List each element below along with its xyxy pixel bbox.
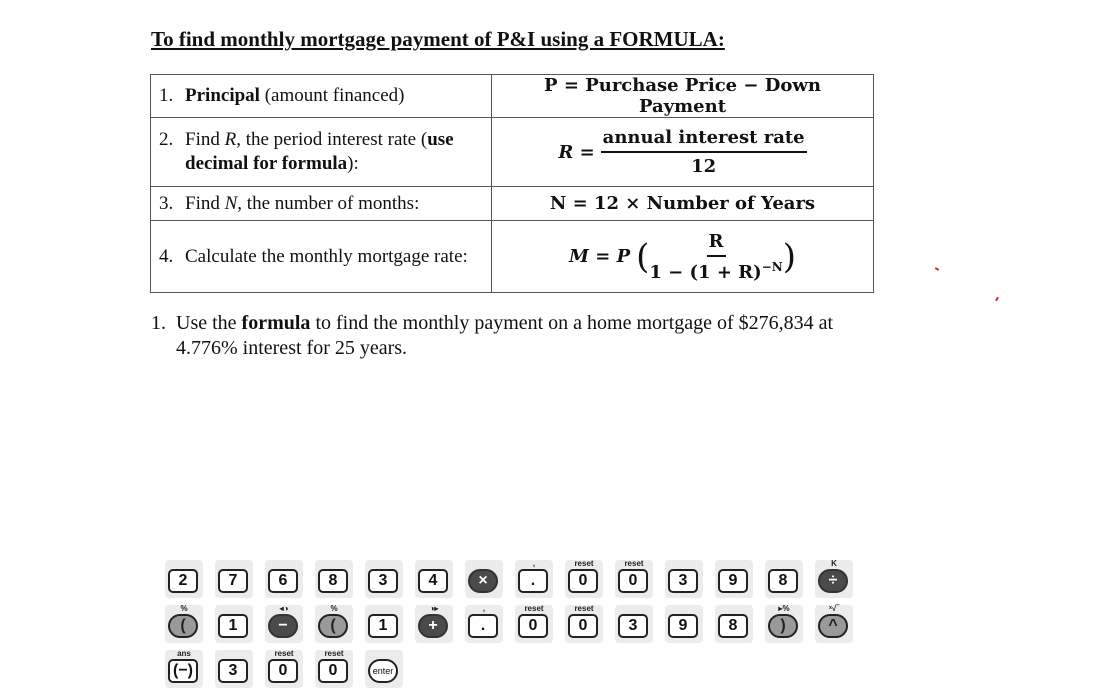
keypad-key[interactable]	[165, 560, 203, 598]
key-label: 9	[668, 614, 698, 638]
key-label: (	[168, 614, 198, 638]
key-label: 7	[218, 569, 248, 593]
key-secondary-label: ans	[177, 649, 191, 658]
key-label: 8	[768, 569, 798, 593]
key-secondary-label: ˣ√‾	[829, 604, 839, 613]
step-principal-text: Principal (amount financed)	[185, 85, 405, 106]
key-label: 9	[718, 569, 748, 593]
key-label: .	[468, 614, 498, 638]
key-label: ÷	[818, 569, 848, 593]
keypad-key[interactable]	[465, 605, 503, 643]
keypad-key[interactable]	[365, 605, 403, 643]
key-label: 3	[668, 569, 698, 593]
keypad-key[interactable]	[515, 605, 553, 643]
key-label: 0	[318, 659, 348, 683]
rate-denominator: 12	[691, 156, 717, 177]
keypad-key[interactable]	[265, 560, 303, 598]
keypad-key[interactable]	[165, 650, 203, 688]
keypad-key[interactable]	[315, 605, 353, 643]
table-row-rate	[151, 118, 874, 187]
key-secondary-label: reset	[574, 559, 594, 568]
key-secondary-label: ,	[482, 604, 486, 613]
step-number: 4.	[159, 245, 174, 267]
key-secondary-label: ,	[532, 559, 536, 568]
keypad-key[interactable]	[815, 560, 853, 598]
keypad-key[interactable]	[165, 605, 203, 643]
key-label: 0	[268, 659, 298, 683]
key-label: 1	[218, 614, 248, 638]
key-label: 8	[318, 569, 348, 593]
step-months-text: Find N, the number of months:	[185, 192, 420, 214]
keypad-key[interactable]	[565, 560, 603, 598]
formula-table	[150, 74, 874, 293]
keypad-key[interactable]	[265, 650, 303, 688]
key-label: ^	[818, 614, 848, 638]
key-label: enter	[368, 659, 398, 683]
step-rate-cell	[151, 118, 492, 187]
step-number: 3.	[159, 192, 174, 214]
payment-formula-lhs: M = P	[569, 246, 631, 267]
keypad-key[interactable]	[515, 560, 553, 598]
keypad-key[interactable]	[465, 560, 503, 598]
key-secondary-label: ▸%	[778, 604, 790, 613]
key-label: 4	[418, 569, 448, 593]
table-row-months	[151, 187, 874, 221]
rate-numerator: annual interest rate	[601, 127, 807, 153]
key-label: 0	[568, 569, 598, 593]
months-formula: N = 12 × Number of Years	[492, 187, 874, 221]
keypad-key[interactable]	[665, 560, 703, 598]
payment-formula: M = P ( $\frac{R}{1 - (1 + R)^{-N}}$ )	[492, 221, 874, 293]
key-label: 0	[518, 614, 548, 638]
keypad-key[interactable]	[665, 605, 703, 643]
problem-number: 1.	[151, 312, 166, 334]
principal-formula: P = Purchase Price − Down Payment	[492, 75, 874, 118]
key-label: )	[768, 614, 798, 638]
keypad-key[interactable]	[415, 560, 453, 598]
step-payment-cell	[151, 221, 492, 293]
key-label: +	[418, 614, 448, 638]
table-row-principal	[151, 75, 874, 118]
key-label: 3	[368, 569, 398, 593]
key-label: −	[268, 614, 298, 638]
keypad-key[interactable]	[215, 650, 253, 688]
keypad-key[interactable]	[365, 650, 403, 688]
key-label: 3	[218, 659, 248, 683]
key-secondary-label: ◂◑	[279, 604, 289, 613]
key-label: 1	[368, 614, 398, 638]
key-label: .	[518, 569, 548, 593]
key-secondary-label: %	[330, 604, 338, 613]
key-secondary-label: ◑▸	[429, 604, 439, 613]
keypad-key[interactable]	[315, 650, 353, 688]
key-secondary-label: reset	[524, 604, 544, 613]
rate-formula	[492, 118, 874, 187]
keypad-key[interactable]	[365, 560, 403, 598]
page-title: To find monthly mortgage payment of P&I using a FORMULA:	[151, 27, 725, 51]
keypad-key[interactable]	[815, 605, 853, 643]
key-secondary-label: %	[180, 604, 188, 613]
payment-denominator: $1 - (1 + R)^{-N}$	[649, 259, 783, 283]
keypad-key[interactable]	[715, 605, 753, 643]
keypad-key[interactable]	[765, 560, 803, 598]
key-label: 0	[568, 614, 598, 638]
key-secondary-label: reset	[324, 649, 344, 658]
table-row-payment	[151, 221, 874, 293]
key-secondary-label: K	[831, 559, 837, 568]
key-label: (−)	[168, 659, 198, 683]
key-secondary-label: reset	[624, 559, 644, 568]
key-secondary-label: reset	[274, 649, 294, 658]
annotation-mark	[935, 267, 939, 271]
keypad-key[interactable]	[615, 605, 653, 643]
key-label: (	[318, 614, 348, 638]
keypad-key[interactable]	[215, 605, 253, 643]
keypad-key[interactable]	[415, 605, 453, 643]
payment-numerator: R	[707, 231, 726, 257]
step-months-cell	[151, 187, 492, 221]
step-number: 1.	[159, 85, 174, 106]
key-label: 2	[168, 569, 198, 593]
problem-statement	[151, 311, 891, 361]
problem-text: Use the formula to find the monthly payment on a home mortgage of $276,834 at 4.776% interest for 25 years.	[176, 312, 834, 359]
keypad-key[interactable]	[215, 560, 253, 598]
keypad-key[interactable]	[765, 605, 803, 643]
keypad-key[interactable]	[615, 560, 653, 598]
keypad-key[interactable]	[265, 605, 303, 643]
key-label: 0	[618, 569, 648, 593]
step-rate-text: Find R, the period interest rate (use decimal for formula):	[185, 129, 454, 174]
key-secondary-label: reset	[574, 604, 594, 613]
rate-formula-lhs: R =	[558, 141, 595, 163]
keypad-key[interactable]	[715, 560, 753, 598]
key-label: 3	[618, 614, 648, 638]
step-principal-cell	[151, 75, 492, 118]
step-number: 2.	[159, 129, 174, 150]
keypad-key[interactable]	[565, 605, 603, 643]
keypad-key[interactable]	[315, 560, 353, 598]
step-payment-text: Calculate the monthly mortgage rate:	[185, 245, 468, 267]
key-label: ×	[468, 569, 498, 593]
annotation-mark	[995, 297, 999, 301]
key-label: 8	[718, 614, 748, 638]
key-label: 6	[268, 569, 298, 593]
